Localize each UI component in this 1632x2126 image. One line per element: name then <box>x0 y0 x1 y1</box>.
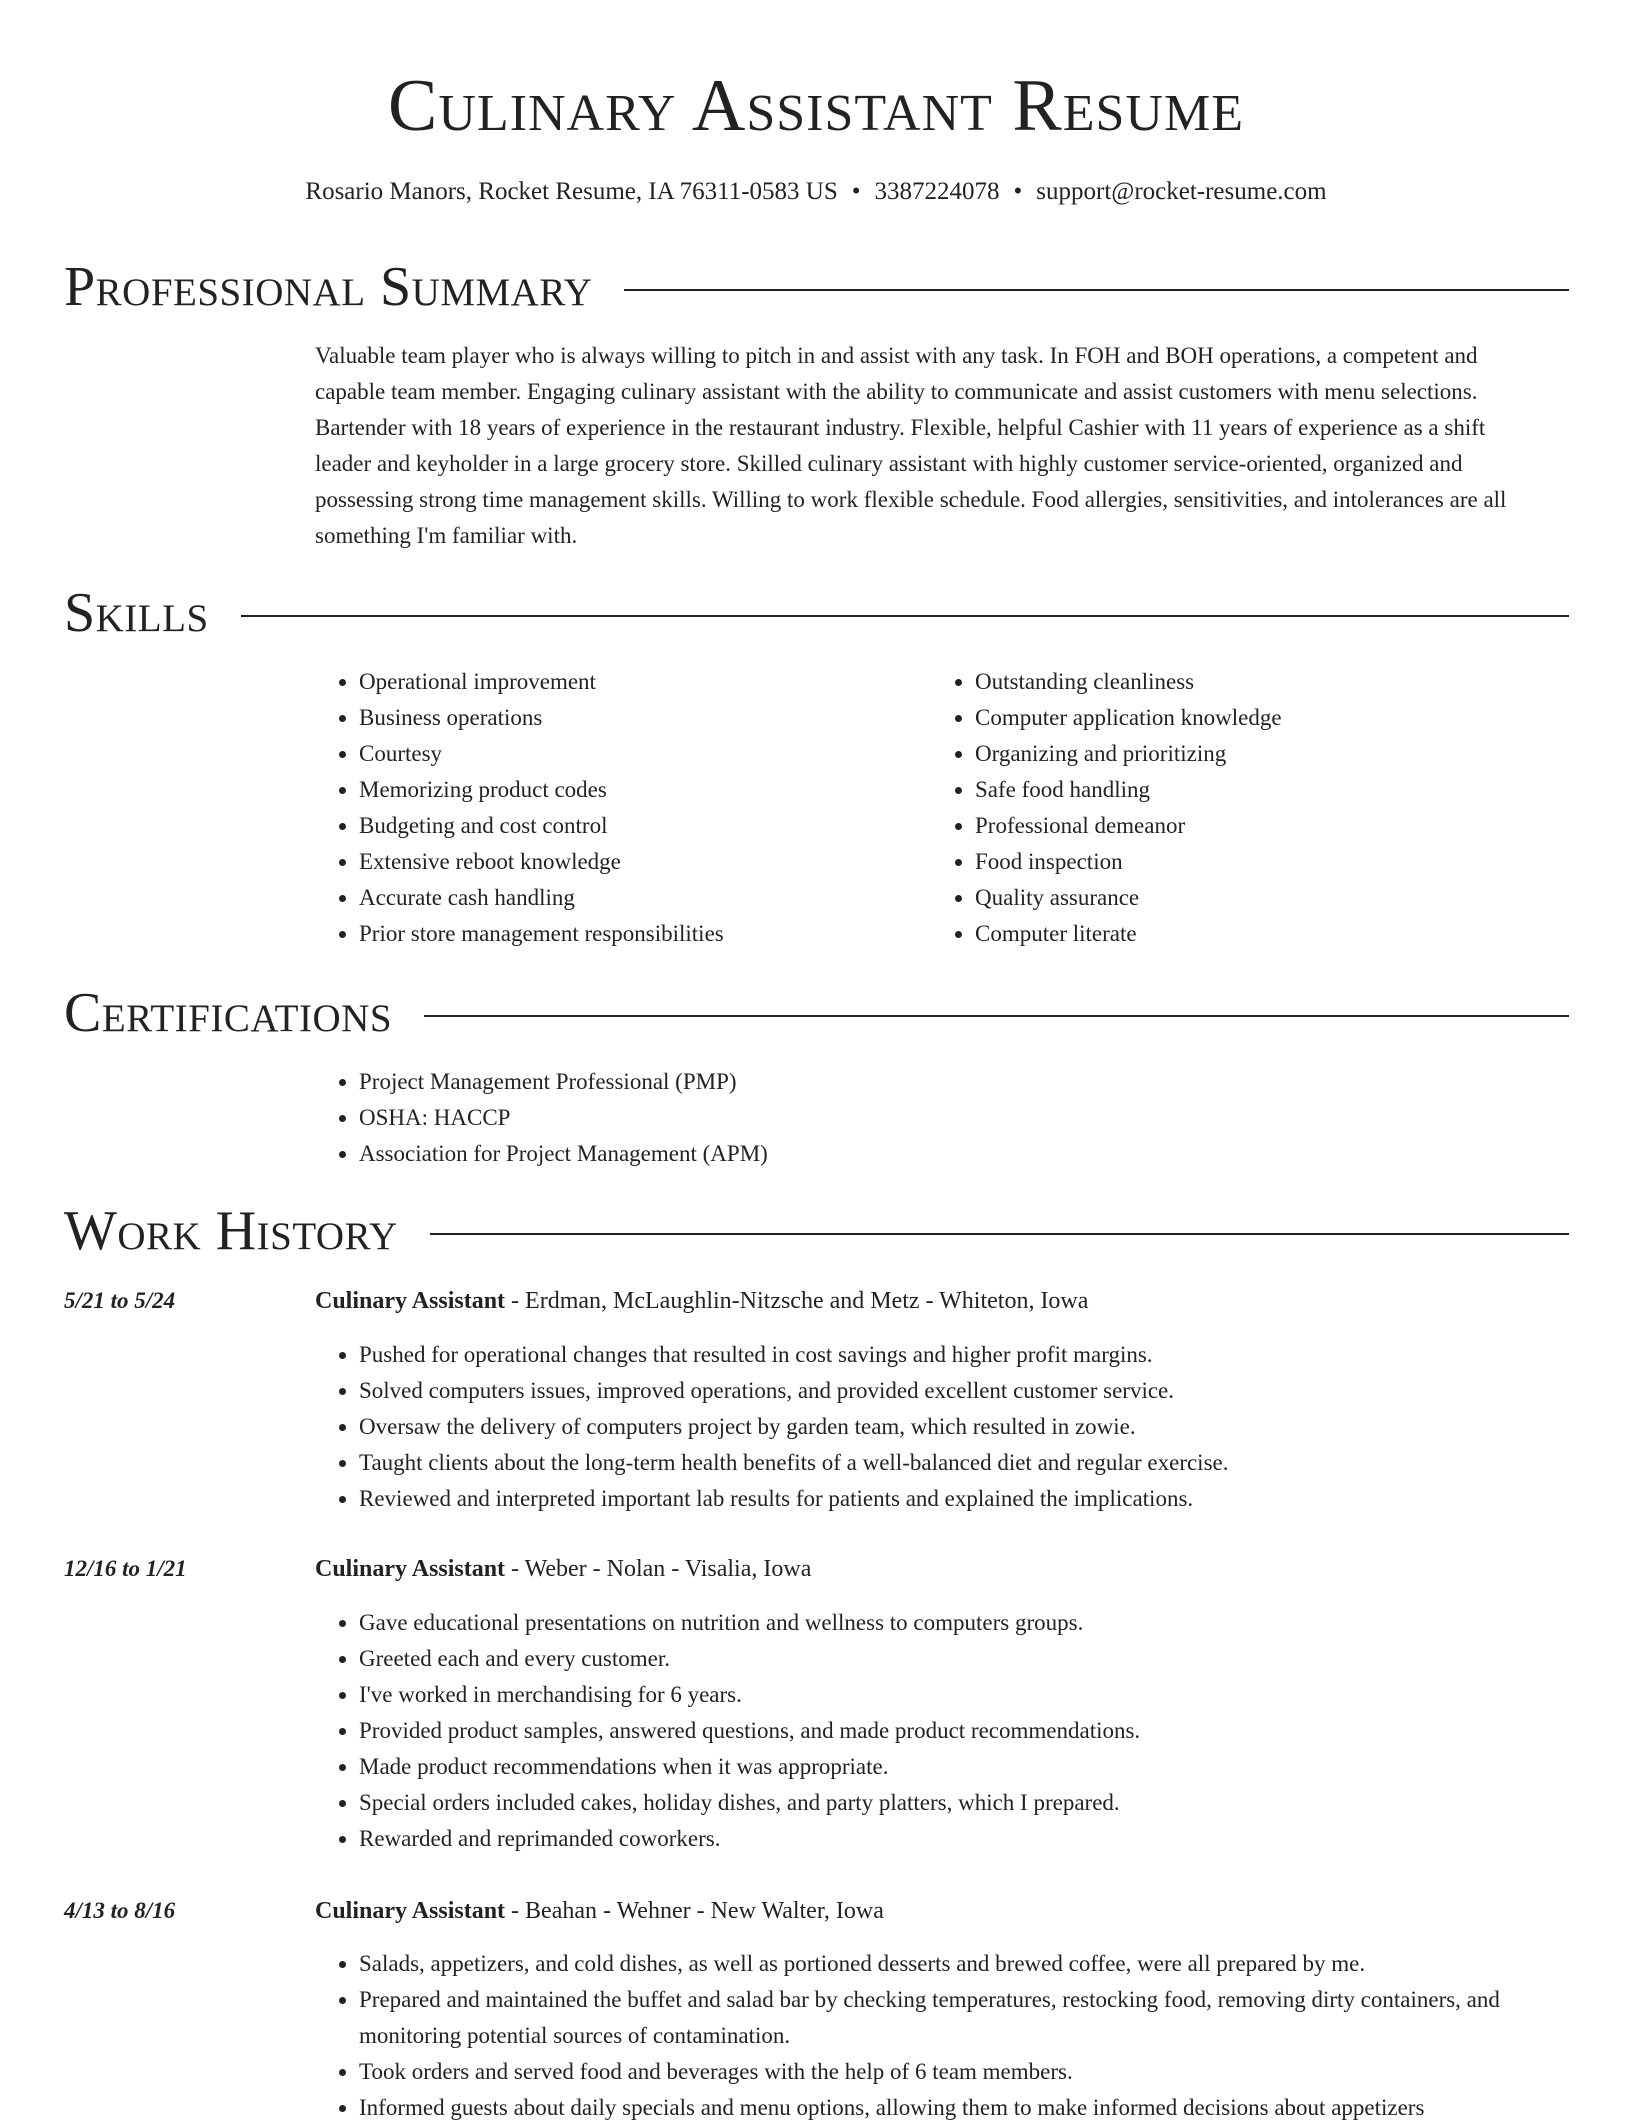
job-bullet-item: • Took orders and served food and beverages with the help of 6 team members. <box>359 2054 1560 2090</box>
summary-heading: Professional Summary <box>64 256 593 318</box>
skill-item: • Memorizing product codes <box>359 772 875 808</box>
job-bullets <box>315 1605 1560 1857</box>
skill-item: • Accurate cash handling <box>359 880 875 916</box>
skill-item: • Outstanding cleanliness <box>975 664 1491 700</box>
contact-separator: • <box>851 178 861 205</box>
job-bullet-item: • Rewarded and reprimanded coworkers. <box>359 1821 1560 1857</box>
section-divider <box>241 615 1569 617</box>
job-bullets <box>315 1946 1560 2126</box>
job-dates: 4/13 to 8/16 <box>64 1898 176 1923</box>
contact-line <box>0 176 1632 208</box>
job-heading <box>315 1893 1555 1929</box>
summary-text: Valuable team player who is always willing to pitch in and assist with any task. In FOH and BOH operations, a competent and capable team member. Engaging culinary assistant with the ability to communicate and assist customers with menu selections. Bartender with 18 years of experience in the restaurant industry. Flexible, helpful Cashier with 11 years of experience as a shift leader and keyholder in a large grocery store. Skilled culinary assistant with highly customer service-oriented, organized and possessing strong time management skills. Willing to work flexible schedule. Food allergies, sensitivities, and intolerances are all something I'm familiar with. <box>315 343 1507 548</box>
skills-left-column <box>315 664 875 952</box>
contact-address: Rosario Manors, Rocket Resume, IA 76311-0583 US <box>305 178 838 205</box>
job-bullet-item: • Informed guests about daily specials and menu options, allowing them to make informed decisions about appetizers <box>359 2090 1560 2126</box>
job-dates: 5/21 to 5/24 <box>64 1288 176 1313</box>
skill-item: • Courtesy <box>359 736 875 772</box>
contact-phone: 3387224078 <box>874 178 1000 205</box>
certifications-section-header <box>64 981 1569 1045</box>
skill-item: • Food inspection <box>975 844 1491 880</box>
job-heading <box>315 1551 1555 1587</box>
skills-heading: Skills <box>64 582 209 644</box>
job-bullets-block <box>315 1605 1560 1857</box>
job-heading <box>315 1283 1555 1319</box>
job-dates: 12/16 to 1/21 <box>64 1556 187 1581</box>
certifications-block <box>315 1064 1215 1172</box>
section-divider <box>424 1015 1569 1017</box>
certification-item: • OSHA: HACCP <box>359 1100 1215 1136</box>
job-bullet-item: • Oversaw the delivery of computers project by garden team, which resulted in zowie. <box>359 1409 1560 1445</box>
job-bullet-item: • Pushed for operational changes that resulted in cost savings and higher profit margins. <box>359 1337 1560 1373</box>
skills-left-list <box>315 664 875 952</box>
certifications-list <box>315 1064 1215 1172</box>
summary-section-header <box>64 255 1569 319</box>
job-bullet-item: • Greeted each and every customer. <box>359 1641 1560 1677</box>
work-history-heading: Work History <box>64 1200 398 1262</box>
skill-item: • Organizing and prioritizing <box>975 736 1491 772</box>
skill-item: • Extensive reboot knowledge <box>359 844 875 880</box>
job-bullet-item: • Gave educational presentations on nutrition and wellness to computers groups. <box>359 1605 1560 1641</box>
skill-item: • Computer application knowledge <box>975 700 1491 736</box>
job-bullet-item: • Special orders included cakes, holiday dishes, and party platters, which I prepared. <box>359 1785 1560 1821</box>
job-bullet-item: • Made product recommendations when it was appropriate. <box>359 1749 1560 1785</box>
job-title: Culinary Assistant <box>315 1898 506 1924</box>
job-bullet-item: • Reviewed and interpreted important lab results for patients and explained the implications. <box>359 1481 1560 1517</box>
job-bullets-block <box>315 1337 1560 1517</box>
section-divider <box>624 289 1569 291</box>
job-bullet-item: • Salads, appetizers, and cold dishes, as well as portioned desserts and brewed coffee, were all prepared by me. <box>359 1946 1560 1982</box>
work-history-section-header <box>64 1199 1569 1263</box>
job-employer: - Weber - Nolan - Visalia, Iowa <box>505 1556 812 1582</box>
job-bullet-item: • Taught clients about the long-term health benefits of a well-balanced diet and regular exercise. <box>359 1445 1560 1481</box>
skills-section-header <box>64 581 1569 645</box>
contact-email: support@rocket-resume.com <box>1036 178 1327 205</box>
certification-item: • Project Management Professional (PMP) <box>359 1064 1215 1100</box>
skill-item: • Quality assurance <box>975 880 1491 916</box>
skill-item: • Professional demeanor <box>975 808 1491 844</box>
certification-item: • Association for Project Management (APM) <box>359 1136 1215 1172</box>
skill-item: • Operational improvement <box>359 664 875 700</box>
certifications-heading: Certifications <box>64 982 393 1044</box>
skill-item: • Budgeting and cost control <box>359 808 875 844</box>
job-bullet-item: • Prepared and maintained the buffet and salad bar by checking temperatures, restocking food, removing dirty containers, and monitoring potential sources of contamination. <box>359 1982 1560 2054</box>
skills-right-list <box>931 664 1491 952</box>
job-bullets <box>315 1337 1560 1517</box>
section-divider <box>430 1233 1569 1235</box>
job-bullet-item: • Solved computers issues, improved operations, and provided excellent customer service. <box>359 1373 1560 1409</box>
skills-right-column <box>931 664 1491 952</box>
skill-item: • Business operations <box>359 700 875 736</box>
job-employer: - Beahan - Wehner - New Walter, Iowa <box>505 1898 884 1924</box>
job-bullet-item: • I've worked in merchandising for 6 years. <box>359 1677 1560 1713</box>
job-title: Culinary Assistant <box>315 1556 506 1582</box>
skill-item: • Computer literate <box>975 916 1491 952</box>
job-title: Culinary Assistant <box>315 1288 506 1314</box>
job-employer: - Erdman, McLaughlin-Nitzsche and Metz - Whiteton, Iowa <box>505 1288 1089 1314</box>
resume-title: Culinary Assistant Resume <box>388 65 1244 147</box>
job-bullets-block <box>315 1946 1560 2126</box>
contact-separator: • <box>1013 178 1023 205</box>
skill-item: • Safe food handling <box>975 772 1491 808</box>
job-bullet-item: • Provided product samples, answered questions, and made product recommendations. <box>359 1713 1560 1749</box>
skill-item: • Prior store management responsibilities <box>359 916 875 952</box>
